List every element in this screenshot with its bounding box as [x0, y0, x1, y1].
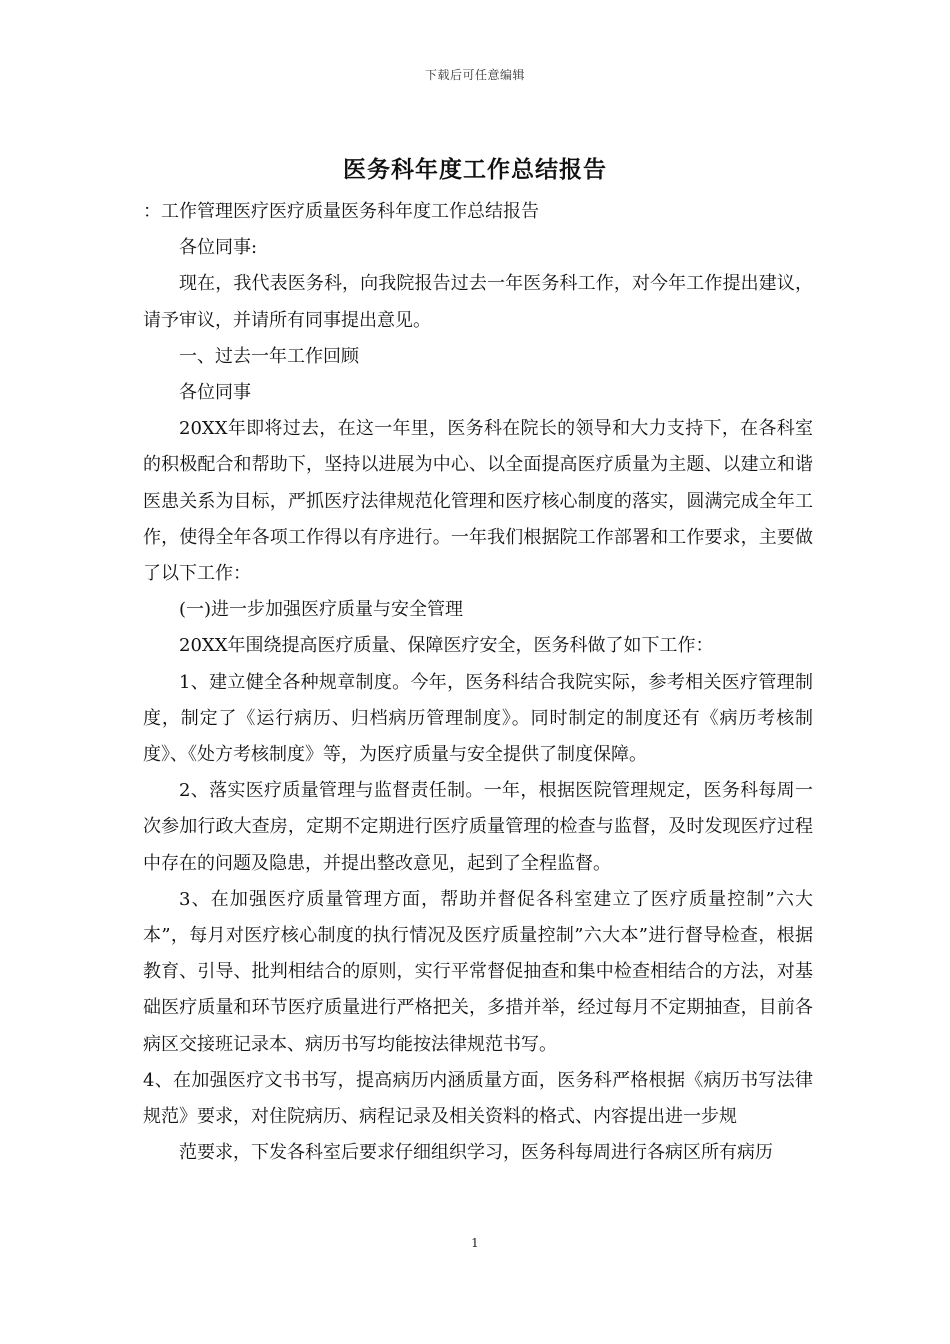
header-note: 下载后可任意编辑 [424, 68, 525, 82]
paragraph: 4、在加强医疗文书书写，提高病历内涵质量方面，医务科严格根据《病历书写法律规范》要求，对住院病历、病程记录及相关资料的格式、内容提出进一步规 [143, 1069, 813, 1128]
paragraph: 1、建立健全各种规章制度。今年，医务科结合我院实际，参考相关医疗管理制度，制定了《运行病历、归档病历管理制度》。同时制定的制度还有《病历考核制度》、《处方考核制度》等，为医疗质量与安全提供了制度保障。 [143, 671, 813, 766]
paragraph: 3、在加强医疗质量管理方面，帮助并督促各科室建立了医疗质量控制”六大本”，每月对医疗核心制度的执行情况及医疗质量控制”六大本”进行督导检查，根据教育、引导、批判相结合的原则，实行平常督促抽查和集中检查相结合的方法，对基础医疗质量和环节医疗质量进行严格把关，多措并举，经过每月不定期抽查，目前各病区交接班记录本、病历书写均能按法律规范书写。 [143, 888, 813, 1055]
paragraph: 20XX年即将过去，在这一年里，医务科在院长的领导和大力支持下，在各科室的积极配合和帮助下，坚持以进展为中心、以全面提高医疗质量为主题、以建立和谐医患关系为目标，严抓医疗法律规范化管理和医疗核心制度的落实，圆满完成全年工作，使得全年各项工作得以有序进行。一年我们根据院工作部署和工作要求，主要做了以下工作： [143, 418, 813, 585]
greeting: 各位同事 [179, 382, 251, 404]
greeting: 各位同事: [179, 237, 258, 259]
section-heading: 一、过去一年工作回顾 [179, 345, 359, 367]
paragraph: 20XX年围绕提高医疗质量、保障医疗安全，医务科做了如下工作： [179, 635, 714, 657]
document-body [143, 194, 813, 1171]
document-title: 医务科年度工作总结报告 [343, 156, 607, 183]
subsection-heading: (一)进一步加强医疗质量与安全管理 [179, 599, 464, 621]
paragraph: 范要求，下发各科室后要求仔细组织学习，医务科每周进行各病区所有病历 [179, 1142, 773, 1164]
keywords-line: ：工作管理医疗医疗质量医务科年度工作总结报告 [143, 201, 539, 222]
page-number: 1 [471, 1236, 479, 1250]
paragraph: 现在，我代表医务科，向我院报告过去一年医务科工作，对今年工作提出建议，请予审议，并请所有同事提出意见。 [143, 273, 813, 331]
paragraph: 2、落实医疗质量管理与监督责任制。一年，根据医院管理规定，医务科每周一次参加行政大查房，定期不定期进行医疗质量管理的检查与监督，及时发现医疗过程中存在的问题及隐患，并提出整改意见，起到了全程监督。 [143, 780, 813, 874]
